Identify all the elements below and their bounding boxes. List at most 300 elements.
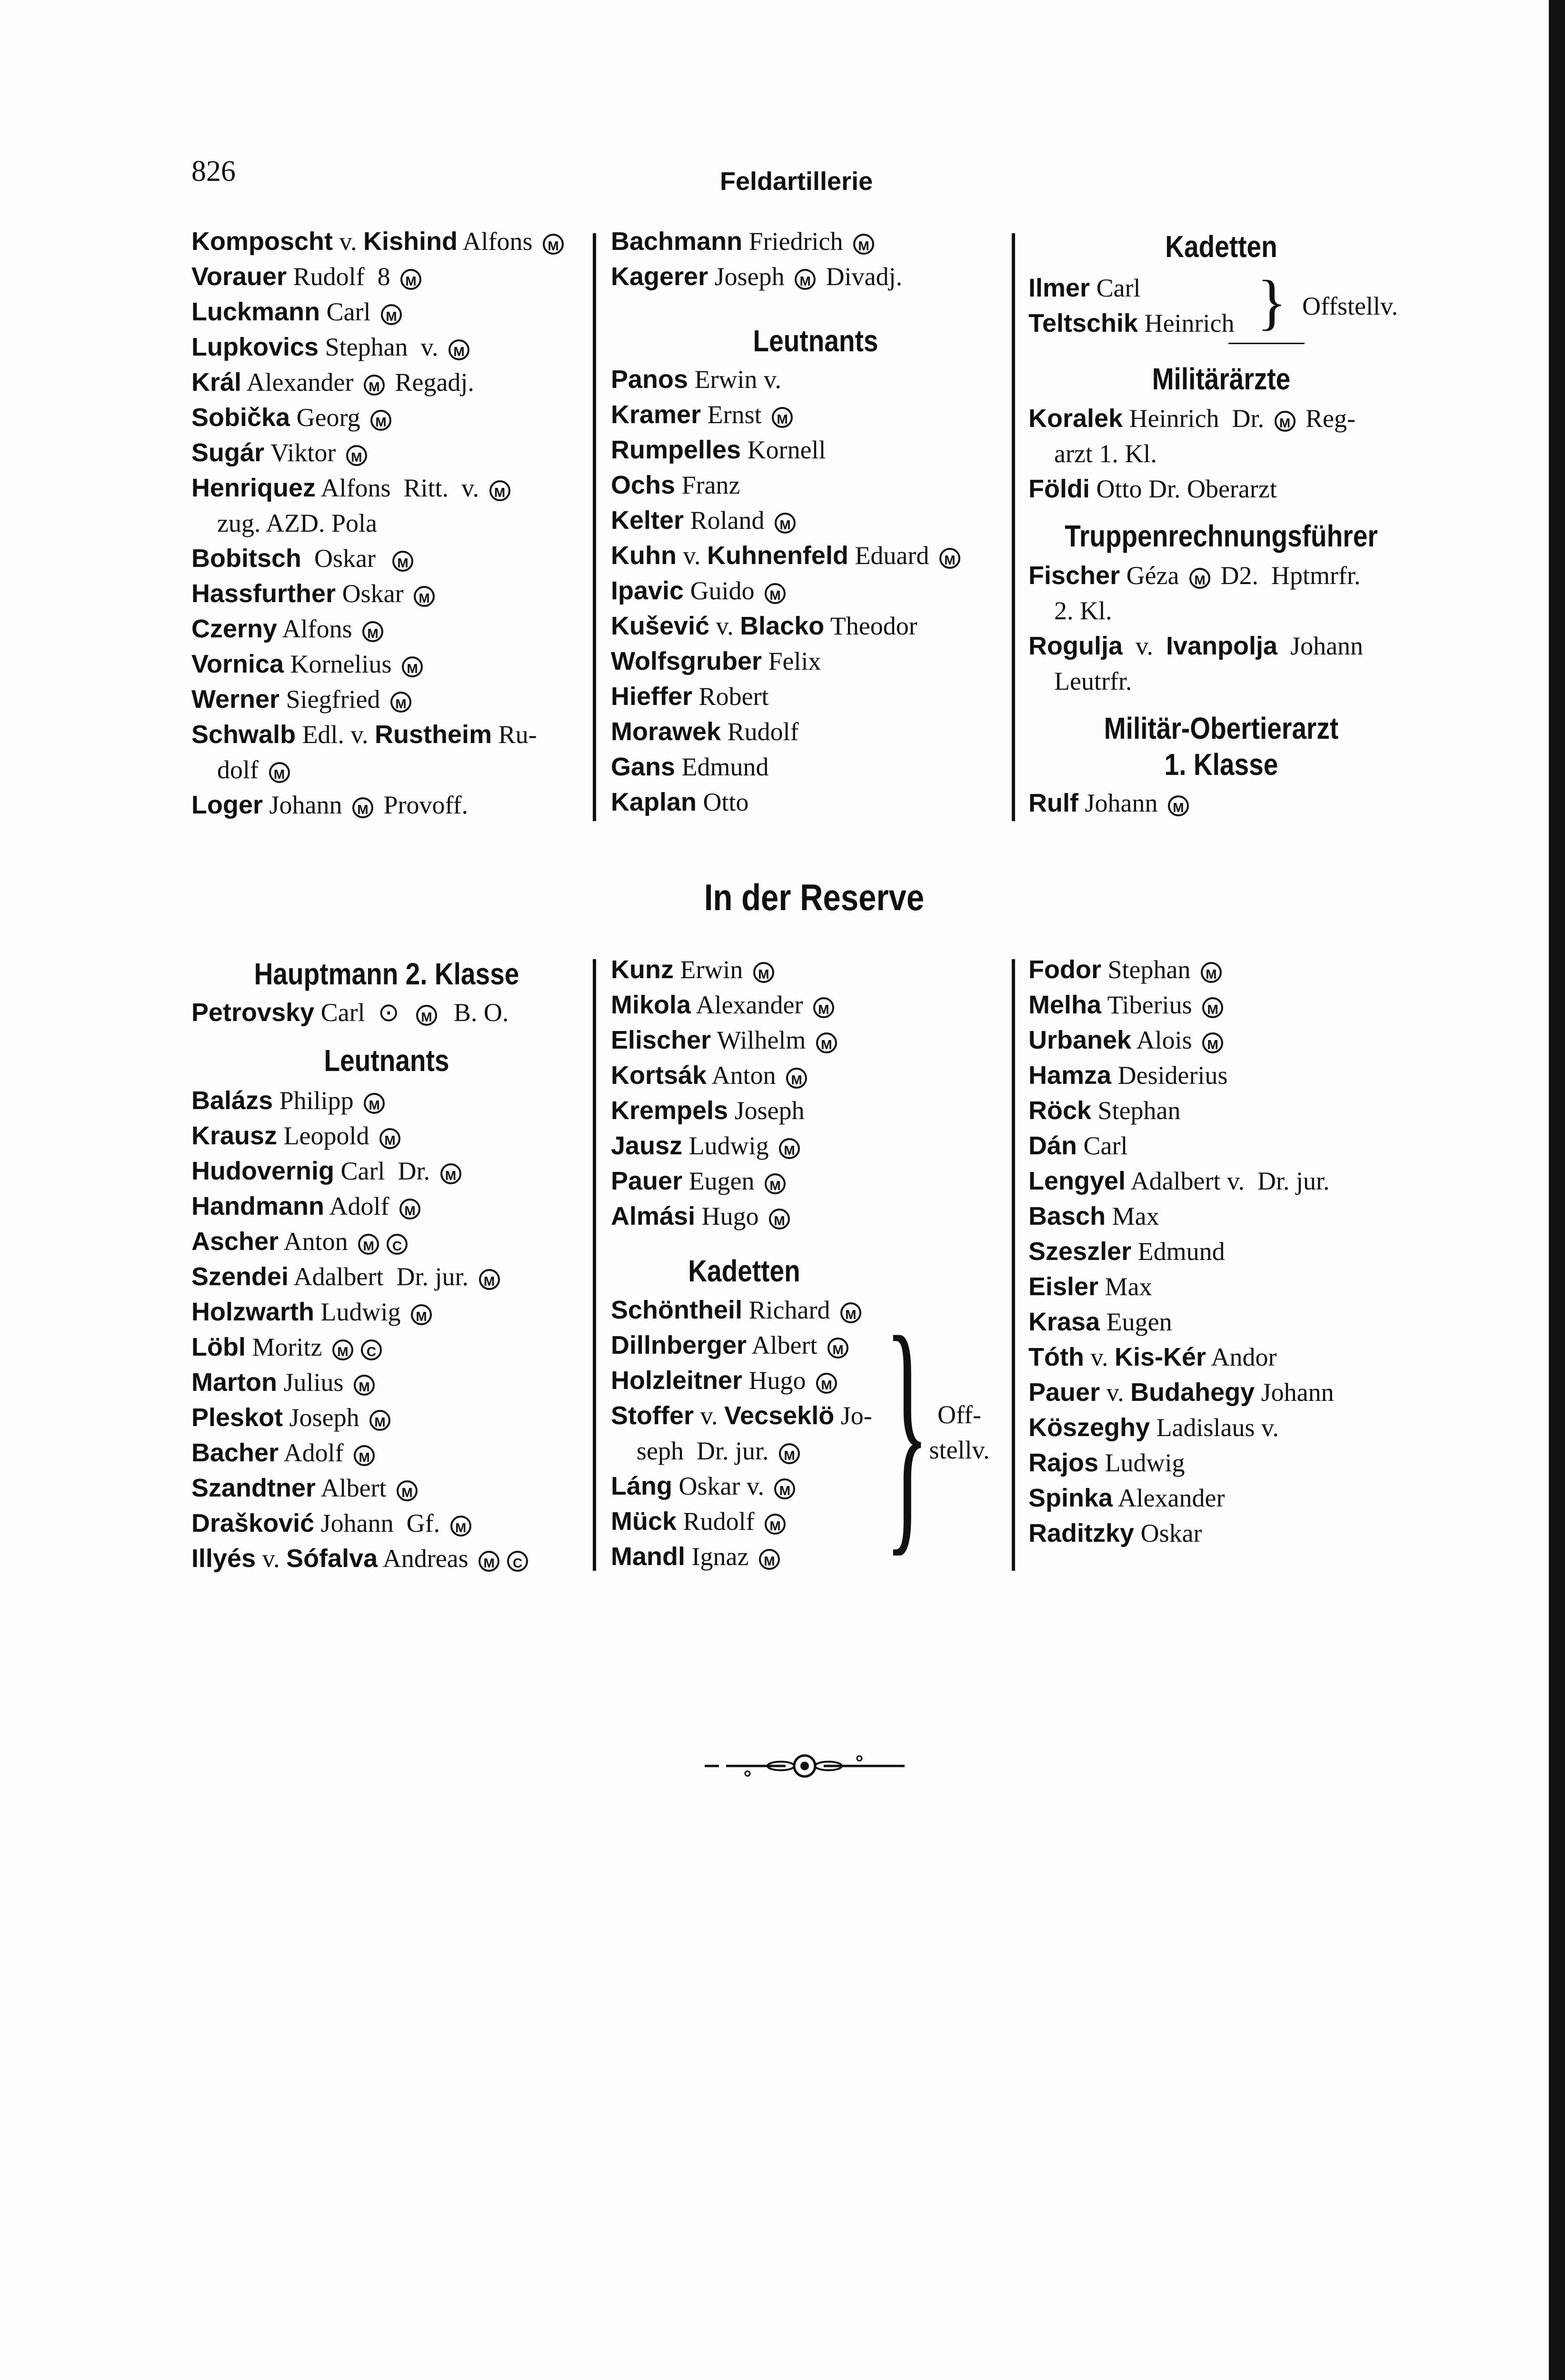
surname: Balázs	[191, 1086, 273, 1115]
medal-m-icon: M	[358, 1234, 379, 1255]
surname: Bacher	[191, 1438, 279, 1467]
entry-text: Divadj.	[819, 262, 903, 291]
entry-text: arzt 1. Kl.	[1028, 439, 1157, 468]
medal-m-icon: M	[774, 1478, 795, 1499]
surname: Löbl	[191, 1333, 246, 1361]
surname: Krempels	[611, 1096, 728, 1125]
entry-text: Ernst	[701, 400, 768, 429]
list-entry	[611, 1022, 841, 1058]
list-entry	[1028, 1516, 1202, 1551]
list-entry	[1028, 785, 1193, 821]
entry-text: Rudolf	[677, 1507, 761, 1536]
list-entry	[611, 259, 902, 294]
medal-m-icon: M	[765, 1514, 786, 1535]
surname: Szendei	[191, 1262, 289, 1291]
column-rule	[593, 233, 596, 821]
list-entry	[191, 1541, 532, 1576]
surname: Ivanpolja	[1166, 632, 1278, 660]
list-entry	[611, 1433, 804, 1468]
entry-text: Philipp	[273, 1086, 360, 1115]
list-entry	[191, 1365, 379, 1400]
entry-text: Oskar	[301, 544, 389, 573]
entry-text: Friedrich	[742, 227, 850, 256]
entry-text: Siegfried	[279, 685, 387, 714]
entry-text: D2. Hptmrfr.	[1214, 561, 1361, 590]
list-entry	[611, 1292, 865, 1328]
surname: Dán	[1028, 1131, 1077, 1160]
medal-m-icon: M	[440, 1163, 461, 1184]
entry-text: Heinrich Dr.	[1123, 404, 1271, 433]
entry-text: v.	[1100, 1378, 1131, 1407]
medal-m-icon: M	[450, 1516, 471, 1537]
entry-text: Leutrfr.	[1028, 667, 1132, 695]
list-entry	[611, 1398, 872, 1433]
entry-text: Felix	[762, 647, 821, 675]
entry-text: Adalbert Dr. jur.	[289, 1262, 475, 1291]
surname: Kuhn	[611, 541, 677, 570]
entry-text: Carl	[1077, 1131, 1128, 1160]
medal-m-icon: M	[795, 269, 816, 290]
list-entry	[191, 611, 387, 646]
surname: Mück	[611, 1507, 677, 1536]
entry-text: Johann	[263, 791, 349, 819]
surname: Krausz	[191, 1121, 278, 1150]
entry-text: Kornelius	[284, 650, 399, 678]
medal-m-icon: M	[489, 480, 510, 501]
entry-text: Ru-	[492, 720, 537, 749]
surname: Hassfurther	[191, 579, 336, 608]
medal-m-icon: M	[364, 1093, 385, 1114]
entry-text: Alexander	[241, 368, 360, 397]
surname: Szeszler	[1028, 1237, 1132, 1266]
medal-m-icon: M	[1168, 795, 1189, 816]
entry-text: Andreas	[378, 1544, 475, 1573]
surname: Mikola	[611, 991, 691, 1019]
entry-text: Alois	[1131, 1026, 1199, 1054]
short-rule	[1228, 343, 1305, 344]
list-entry	[611, 432, 826, 467]
list-entry	[611, 679, 769, 714]
column-rule	[593, 959, 596, 1571]
medal-m-icon: M	[392, 551, 413, 572]
entry-text: Erwin	[673, 955, 749, 984]
entry-text: v.	[694, 1401, 724, 1430]
entry-text: Erwin v.	[688, 365, 782, 394]
surname: Vornica	[191, 650, 284, 678]
heading-obertierarzt: Militär-Obertierarzt	[1104, 711, 1339, 745]
medal-m-icon: M	[769, 1209, 790, 1230]
column-rule	[1012, 233, 1015, 821]
entry-text: B. O.	[440, 998, 509, 1027]
list-entry	[611, 1328, 852, 1363]
medal-m-icon: M	[765, 1173, 786, 1194]
surname: Almási	[611, 1202, 696, 1230]
medal-m-icon: M	[759, 1549, 780, 1570]
entry-text: Eugen	[1100, 1308, 1172, 1336]
list-entry	[191, 787, 468, 823]
medal-m-icon: M	[364, 375, 385, 396]
surname: Wolfsgruber	[611, 647, 762, 675]
list-entry	[611, 1093, 805, 1128]
list-entry	[1028, 1480, 1225, 1516]
surname: Kunz	[611, 955, 674, 984]
list-entry	[1028, 987, 1227, 1022]
medal-m-icon: M	[779, 1443, 800, 1464]
surname: Kortsák	[611, 1061, 707, 1090]
entry-text: Provoff.	[377, 791, 469, 819]
list-entry	[1028, 952, 1226, 987]
entry-text: Albert	[316, 1474, 393, 1502]
list-entry	[191, 576, 439, 611]
entry-text: Max	[1106, 1202, 1159, 1230]
surname: Budahegy	[1130, 1378, 1255, 1407]
surname: Kuhnenfeld	[707, 541, 848, 570]
entry-text: Johann	[1078, 789, 1164, 817]
list-entry	[1028, 306, 1235, 341]
surname: Král	[191, 368, 242, 397]
kadetten-note: Offstellv.	[1302, 292, 1398, 320]
surname: Pauer	[1028, 1378, 1100, 1407]
surname: Czerny	[191, 615, 278, 643]
list-entry	[191, 506, 377, 541]
heading-klasse: 1. Klasse	[1164, 747, 1278, 782]
entry-text: Carl	[1090, 274, 1141, 302]
list-entry	[611, 1128, 804, 1163]
list-entry	[191, 1435, 379, 1470]
surname: Marton	[191, 1368, 277, 1397]
list-entry	[191, 400, 395, 435]
surname: Krasa	[1028, 1308, 1100, 1336]
surname: Ochs	[611, 471, 676, 499]
heading-kadetten: Kadetten	[1165, 229, 1277, 264]
list-entry	[191, 1294, 436, 1329]
entry-text: Stephan	[1091, 1096, 1181, 1125]
entry-text: Stephan	[1101, 955, 1197, 984]
entry-text: Max	[1098, 1272, 1152, 1301]
surname: Bachmann	[611, 227, 743, 256]
entry-text: Ludwig	[314, 1298, 408, 1326]
entry-text: Alfons	[458, 227, 539, 256]
medal-m-icon: M	[1202, 997, 1223, 1018]
medal-m-icon: M	[269, 762, 290, 783]
list-entry	[611, 952, 778, 987]
medal-m-icon: M	[1201, 962, 1222, 983]
list-entry	[1028, 1304, 1172, 1339]
list-entry	[191, 329, 473, 365]
medal-m-icon: M	[753, 962, 774, 983]
reserve-kadetten-note-1: Off-	[937, 1400, 981, 1429]
surname: Handmann	[191, 1192, 325, 1220]
entry-text: Heinrich	[1138, 309, 1235, 337]
medal-m-icon: M	[1189, 568, 1210, 589]
medal-m-icon: M	[400, 269, 421, 290]
entry-text: Ladislaus v.	[1150, 1413, 1279, 1442]
surname: Kagerer	[611, 262, 708, 291]
surname: Elischer	[611, 1026, 711, 1054]
medal-m-icon: M	[402, 656, 423, 677]
surname: Pleskot	[191, 1403, 283, 1432]
entry-text: Joseph	[283, 1403, 366, 1432]
surname: Tóth	[1028, 1343, 1084, 1371]
entry-text: Oskar	[336, 579, 410, 608]
medal-m-icon: M	[1202, 1032, 1223, 1053]
entry-text: Alexander	[1113, 1484, 1225, 1512]
entry-text: Hugo	[695, 1202, 766, 1230]
list-entry	[611, 1504, 789, 1539]
entry-text: Desiderius	[1111, 1061, 1228, 1090]
entry-text: v.	[709, 612, 740, 640]
surname: Rustheim	[375, 720, 492, 749]
entry-text: Edmund	[675, 753, 769, 781]
end-ornament	[700, 1752, 909, 1780]
list-entry	[191, 717, 537, 752]
entry-text: 2. Kl.	[1028, 596, 1112, 625]
surname: Dillnberger	[611, 1331, 747, 1359]
surname: Köszeghy	[1028, 1413, 1150, 1442]
list-entry	[191, 1400, 394, 1435]
medal-m-icon: M	[346, 445, 367, 466]
entry-text: Moritz	[245, 1333, 329, 1361]
list-entry	[611, 1539, 784, 1574]
medal-m-icon: M	[840, 1302, 861, 1323]
heading-leutnants: Leutnants	[753, 324, 878, 358]
surname: Vecseklö	[724, 1401, 835, 1430]
surname: Luckmann	[191, 298, 320, 326]
list-entry	[611, 224, 878, 259]
medal-m-icon: M	[449, 339, 469, 360]
medal-m-icon: M	[827, 1338, 848, 1359]
surname: Rumpelles	[611, 436, 741, 464]
list-entry	[611, 987, 838, 1022]
medal-c-icon: C	[361, 1339, 382, 1360]
list-entry	[1028, 664, 1132, 699]
medal-m-icon: M	[779, 1138, 800, 1159]
surname: Basch	[1028, 1202, 1106, 1230]
entry-text: v.	[333, 227, 363, 256]
entry-text: Anton	[279, 1227, 355, 1256]
entry-text: Richard	[742, 1296, 837, 1324]
medal-m-icon: M	[939, 548, 960, 569]
entry-text: Reg-	[1299, 404, 1356, 433]
surname: Melha	[1028, 991, 1102, 1019]
medal-m-icon: M	[362, 621, 383, 642]
medal-m-icon: M	[332, 1339, 353, 1360]
medal-m-icon: M	[772, 407, 793, 428]
heading-reserve-leutnants: Leutnants	[324, 1043, 449, 1078]
entry-text: Alfons	[277, 615, 359, 643]
entry-text: Johann Gf.	[314, 1509, 447, 1537]
entry-text: Tiberius	[1101, 991, 1199, 1019]
list-entry	[1028, 436, 1157, 471]
entry-text: Johann	[1277, 632, 1364, 660]
surname: Werner	[191, 685, 280, 714]
medal-m-icon: M	[816, 1373, 837, 1394]
heading-reserve-kadetten: Kadetten	[688, 1254, 800, 1288]
medal-m-icon: M	[853, 234, 874, 255]
surname: Petrovsky	[191, 998, 315, 1027]
surname: Fodor	[1028, 955, 1101, 984]
medal-m-icon: M	[390, 692, 411, 713]
entry-text: Franz	[675, 471, 740, 499]
medal-m-icon: M	[381, 304, 402, 325]
list-entry	[1028, 1199, 1159, 1234]
surname: Holzwarth	[191, 1298, 315, 1326]
entry-text: Rudolf	[721, 717, 799, 746]
entry-text: Joseph	[708, 262, 791, 291]
list-entry	[611, 503, 799, 538]
surname: Sobička	[191, 403, 290, 432]
medal-m-icon: M	[397, 1480, 418, 1501]
entry-text: zug. AZD. Pola	[191, 509, 377, 537]
list-entry	[611, 1363, 841, 1398]
surname: Vorauer	[191, 262, 287, 291]
running-head: Feldartillerie	[720, 167, 873, 196]
surname: Stoffer	[611, 1401, 694, 1430]
list-entry	[611, 608, 917, 644]
medal-m-icon: M	[399, 1199, 420, 1220]
surname: Panos	[611, 365, 688, 394]
medal-m-icon: M	[786, 1068, 807, 1089]
entry-text: Albert	[747, 1331, 824, 1359]
entry-text: Adolf	[324, 1192, 396, 1220]
entry-text: Viktor	[264, 438, 342, 467]
surname: Rajos	[1028, 1448, 1099, 1477]
list-entry	[611, 714, 799, 749]
surname: Blacko	[740, 612, 825, 640]
surname: Eisler	[1028, 1272, 1099, 1301]
surname: Kušević	[611, 612, 710, 640]
surname: Mandl	[611, 1542, 685, 1571]
list-entry	[611, 749, 769, 784]
entry-text: Ludwig	[1098, 1448, 1185, 1477]
entry-text: v.	[676, 541, 707, 570]
medal-m-icon: M	[816, 1032, 837, 1053]
surname: Hieffer	[611, 682, 693, 711]
list-entry	[191, 435, 371, 470]
list-entry	[611, 573, 789, 608]
surname: Spinka	[1028, 1484, 1113, 1512]
medal-m-icon: M	[354, 1375, 375, 1396]
entry-text: Carl	[320, 298, 378, 326]
entry-text: Carl Dr.	[334, 1157, 437, 1185]
list-entry	[1028, 558, 1360, 593]
surname: Láng	[611, 1472, 672, 1500]
list-entry	[1028, 1058, 1228, 1093]
medal-m-icon: M	[352, 797, 373, 818]
entry-text: Adolf	[279, 1438, 350, 1467]
entry-text: Edmund	[1131, 1237, 1225, 1266]
heading-truppenrechnungsfuehrer: Truppenrechnungsführer	[1065, 519, 1378, 553]
list-entry	[1028, 1128, 1128, 1163]
entry-text: Julius	[277, 1368, 350, 1397]
surname: Drašković	[191, 1509, 315, 1537]
entry-text: Theodor	[824, 612, 917, 640]
surname: Illyés	[191, 1544, 256, 1573]
list-entry	[1028, 401, 1356, 436]
list-entry	[611, 1163, 789, 1199]
surname: Sófalva	[286, 1544, 378, 1573]
list-entry	[1028, 1022, 1227, 1058]
brace: }	[1257, 268, 1287, 337]
list-entry	[1028, 1269, 1152, 1304]
entry-text: Carl ⊙	[314, 998, 412, 1027]
page-number: 826	[191, 155, 236, 188]
list-entry	[191, 646, 427, 682]
surname: Sugár	[191, 438, 265, 467]
medal-m-icon: M	[411, 1304, 432, 1325]
list-entry	[191, 294, 406, 329]
entry-text: dolf	[191, 755, 265, 784]
surname: Kishind	[363, 227, 458, 256]
heading-militaeraerzte: Militärärzte	[1152, 362, 1291, 396]
list-entry	[611, 538, 964, 573]
list-entry	[1028, 1234, 1225, 1269]
entry-text: Regadj.	[388, 368, 474, 397]
list-entry	[611, 784, 749, 820]
surname: Teltschik	[1028, 309, 1138, 337]
entry-text: Ludwig	[682, 1131, 776, 1160]
list-entry	[191, 1189, 424, 1224]
entry-text: Jo-	[834, 1401, 872, 1430]
entry-text: Alfons Ritt. v.	[316, 474, 486, 502]
surname: Rulf	[1028, 789, 1078, 817]
list-entry	[191, 1329, 386, 1365]
entry-text: v.	[1084, 1343, 1115, 1371]
list-entry	[611, 397, 797, 432]
list-entry	[611, 644, 821, 679]
list-entry	[191, 1083, 389, 1118]
entry-text: Ignaz	[685, 1542, 755, 1571]
list-entry	[611, 1199, 794, 1234]
reserve-title: In der Reserve	[704, 876, 925, 918]
list-entry	[191, 259, 425, 294]
column-rule	[1012, 959, 1015, 1571]
list-entry	[1028, 1093, 1181, 1128]
list-entry	[611, 1468, 799, 1504]
entry-text: seph Dr. jur.	[611, 1437, 775, 1465]
entry-text: Anton	[707, 1061, 783, 1090]
medal-m-icon: M	[370, 410, 391, 431]
surname: Ipavic	[611, 576, 684, 605]
surname: Szandtner	[191, 1474, 316, 1502]
entry-text: Eugen	[682, 1167, 761, 1195]
entry-text: Georg	[290, 403, 367, 432]
medal-m-icon: M	[543, 234, 564, 255]
surname: Morawek	[611, 717, 721, 746]
list-entry	[611, 467, 740, 503]
medal-c-icon: C	[507, 1551, 528, 1572]
list-entry	[191, 1153, 465, 1189]
list-entry	[191, 1259, 504, 1294]
list-entry	[1028, 593, 1112, 628]
entry-text: Géza	[1120, 561, 1186, 590]
list-entry	[611, 362, 781, 397]
entry-text: Johann	[1255, 1378, 1334, 1407]
surname: Hamza	[1028, 1061, 1112, 1090]
list-entry	[1028, 1375, 1334, 1410]
surname: Ilmer	[1028, 274, 1090, 302]
medal-m-icon: M	[775, 513, 796, 534]
surname: Ascher	[191, 1227, 279, 1256]
entry-text: Otto Dr. Oberarzt	[1089, 475, 1277, 503]
list-entry	[1028, 1163, 1330, 1199]
entry-text: Robert	[692, 682, 769, 711]
entry-text: v.	[1123, 632, 1166, 660]
surname: Kelter	[611, 506, 684, 535]
surname: Röck	[1028, 1096, 1092, 1125]
list-entry	[1028, 1339, 1277, 1375]
surname: Lengyel	[1028, 1167, 1126, 1195]
